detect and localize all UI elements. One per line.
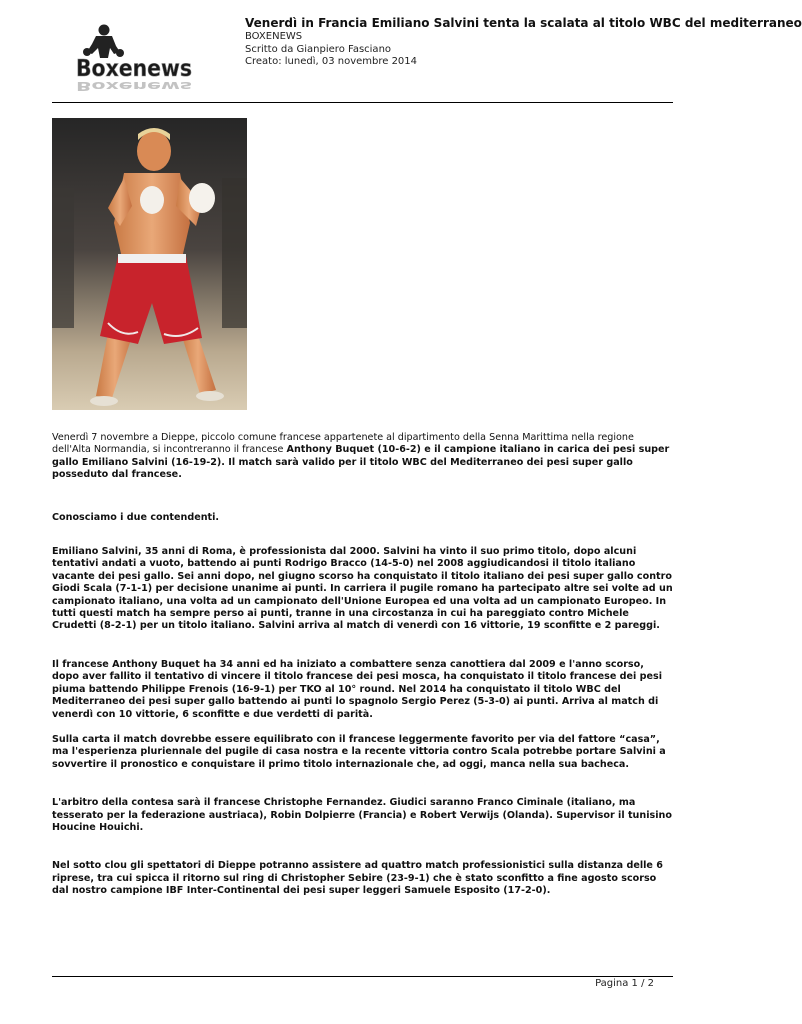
created-date: Creato: lunedì, 03 novembre 2014 — [245, 56, 418, 67]
undercard-paragraph: Nel sotto clou gli spettatori di Dieppe potranno assistere ad quattro match professionistici sulla distanza delle 6 riprese, tra cui spicca il ritorno sul ring di Christopher Sebire (23-9-1) che è stato sconfitto a fine agosto scorso dal nostro campione IBF Inter-Continental dei pesi super leggeri Samuele Esposito (17-2-0). — [52, 860, 663, 897]
source-label: BOXENEWS — [245, 31, 303, 42]
spacer — [52, 494, 674, 512]
svg-text:Boxenews: Boxenews — [76, 56, 192, 82]
page-number: Pagina 1 / 2 — [595, 978, 654, 989]
header-divider — [52, 102, 673, 103]
officials-paragraph: L'arbitro della contesa sarà il francese Christophe Fernandez. Giudici saranno Franco Ciminale (italiano, ma tesserato per la federazione austriaca), Robin Dolpierre (Francia) e Robert Verwijs (Olanda). Supervisor il tunisino Houcine Houichi. — [52, 797, 672, 833]
intro-text-plain: Venerdì 7 novembre a Dieppe, piccolo comune francese appartenete al dipartimento della Senna Marittima nella regione dell'Alta Normandia, si incontreranno il francese — [52, 432, 634, 456]
boxer-photo-image — [52, 118, 247, 410]
svg-text:Boxenews: Boxenews — [76, 78, 192, 94]
article-body — [52, 432, 674, 898]
buquet-paragraph: Il francese Anthony Buquet ha 34 anni ed ha iniziato a combattere senza canottiera dal 2009 e l'anno scorso, dopo aver fallito il tentativo di vincere il titolo francese dei pesi mosca, ha conquistato il titolo francese dei pesi piuma battendo Philippe Frenois (16-9-1) per TKO al 10° round. Nel 2014 ha conquistato il titolo WBC del Mediterraneo dei pesi super gallo battendo ai punti lo spagnolo Sergio Perez (5-3-0) ai punti. Arriva al match di venerdì con 10 vittorie, 6 sconfitte e due verdetti di parità. — [52, 658, 663, 720]
boxenews-logo — [74, 22, 196, 102]
boxer-photo — [52, 118, 247, 410]
article-title: Venerdì in Francia Emiliano Salvini tenta la scalata al titolo WBC del mediterraneo — [245, 16, 802, 30]
intro-text-bold: Anthony Buquet (10-6-2) e il campione italiano in carica dei pesi super gallo Emiliano Salvini (16-19-2). Il match sarà valido per il titolo WBC del Mediterraneo dei pesi super gallo posseduto dal francese. — [52, 444, 670, 481]
footer-divider — [52, 976, 673, 977]
document-header — [245, 16, 802, 69]
prediction-paragraph: Sulla carta il match dovrebbe essere equilibrato con il francese leggermente favorito per via del fattore “casa”, ma l'esperienza pluriennale del pugile di casa nostra e la recente vittoria contro Scala potrebbe portare Salvini a sovvertire il pronostico e conquistare il primo titolo internazionale che, ad oggi, manca nella sua bacheca. — [52, 733, 666, 770]
section-heading: Conosciamo i due contendenti. — [52, 511, 220, 523]
salvini-paragraph: Emiliano Salvini, 35 anni di Roma, è professionista dal 2000. Salvini ha vinto il suo primo titolo, dopo alcuni tentativi andati a vuoto, battendo ai punti Rodrigo Bracco (14-5-0) nel 2008 aggiudicandosi il titolo italiano vacante dei pesi gallo. Sei anni dopo, nel giugno scorso ha conquistato il titolo italiano dei pesi super gallo contro Giodi Scala (7-1-1) per decisione unanime ai punti. In carriera il pugile romano ha partecipato altre sei volte ad un campionato italiano, una volta ad un campionato dell'Unione Europea ed una volta ad un campionato Europeo. In tutti questi match ha sempre perso ai punti, tranne in una circostanza in cui ha pareggiato contro Michele Crudetti (8-2-1) per un titolo italiano. Salvini arriva al match di venerdì con 16 vittorie, 19 sconfitte e 2 pareggi. — [52, 546, 673, 632]
intro-paragraph — [52, 432, 674, 482]
boxenews-logo-graphic — [74, 22, 196, 102]
author-line: Scritto da Gianpiero Fasciano — [245, 43, 392, 55]
